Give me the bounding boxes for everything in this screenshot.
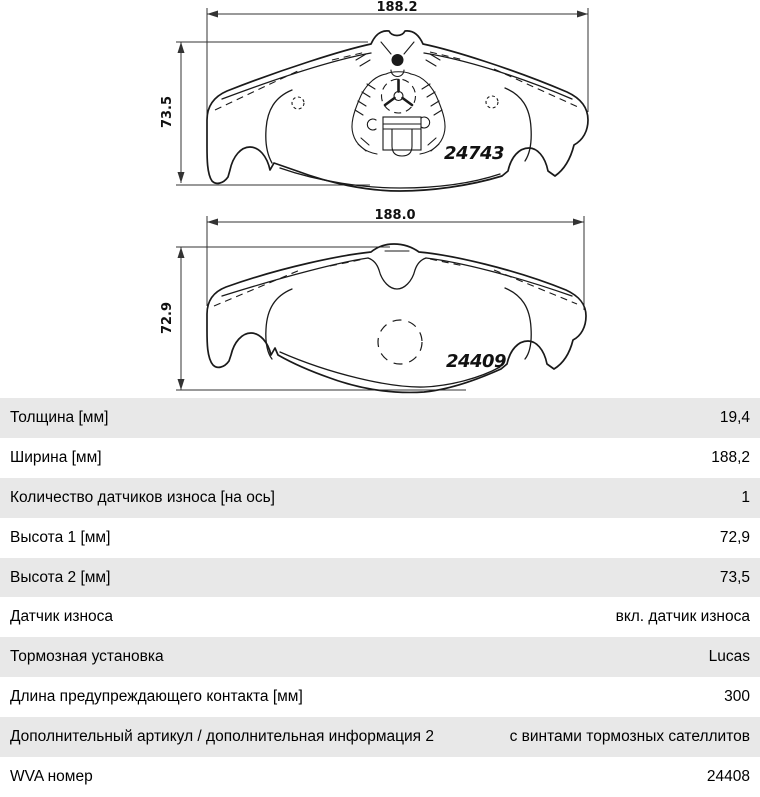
hole-mark: [486, 96, 498, 108]
spec-value: 19,4: [719, 408, 750, 426]
spec-row-height-2: [0, 558, 760, 598]
wear-sensor-assembly: [352, 42, 445, 156]
spec-row-contact-length: [0, 677, 760, 717]
spec-row-width: [0, 438, 760, 478]
dimension-width-label-top: 188.2: [376, 0, 418, 15]
spec-label: Дополнительный артикул / дополнительная информация 2: [10, 728, 435, 746]
spec-value: с винтами тормозных сателлитов: [509, 728, 750, 746]
spec-row-thickness: [0, 398, 760, 438]
brake-pad-drawing-top: [160, 0, 588, 191]
spec-row-additional-info: [0, 717, 760, 757]
spec-row-wva-number: [0, 757, 760, 797]
spec-row-sensor-count: [0, 478, 760, 518]
spec-value: 1: [741, 488, 750, 506]
spec-label: Высота 2 [мм]: [10, 568, 111, 586]
spec-label: Тормозная установка: [10, 648, 164, 666]
spec-value: вкл. датчик износа: [615, 608, 750, 626]
spec-table: [0, 398, 760, 797]
spec-label: Высота 1 [мм]: [10, 528, 111, 546]
spec-row-height-1: [0, 518, 760, 558]
spec-value: 24408: [706, 767, 750, 785]
spec-value: Lucas: [708, 648, 750, 666]
spec-label: Длина предупреждающего контакта [мм]: [10, 688, 303, 706]
spec-label: Ширина [мм]: [10, 448, 102, 466]
spec-value: 72,9: [719, 528, 750, 546]
hole-mark: [292, 97, 304, 109]
spec-label: Толщина [мм]: [10, 408, 109, 426]
center-hole-mark: [378, 320, 422, 364]
dimension-height-label-top: 73.5: [160, 95, 175, 129]
part-number-top: 24743: [443, 143, 505, 164]
spec-label: WVA номер: [10, 767, 93, 785]
spec-label: Датчик износа: [10, 608, 114, 626]
spec-value: 73,5: [719, 568, 750, 586]
spec-value: 300: [724, 688, 750, 706]
brake-pad-drawing-bottom: [160, 208, 586, 392]
spec-label: Количество датчиков износа [на ось]: [10, 488, 275, 506]
dimension-height-label-bottom: 72.9: [160, 301, 175, 335]
spec-value: 188,2: [711, 448, 750, 466]
dimension-width-label-bottom: 188.0: [374, 208, 416, 223]
part-number-bottom: 24409: [445, 351, 507, 372]
technical-drawing: [0, 0, 760, 398]
spec-row-wear-sensor: [0, 597, 760, 637]
spec-row-brake-system: [0, 637, 760, 677]
